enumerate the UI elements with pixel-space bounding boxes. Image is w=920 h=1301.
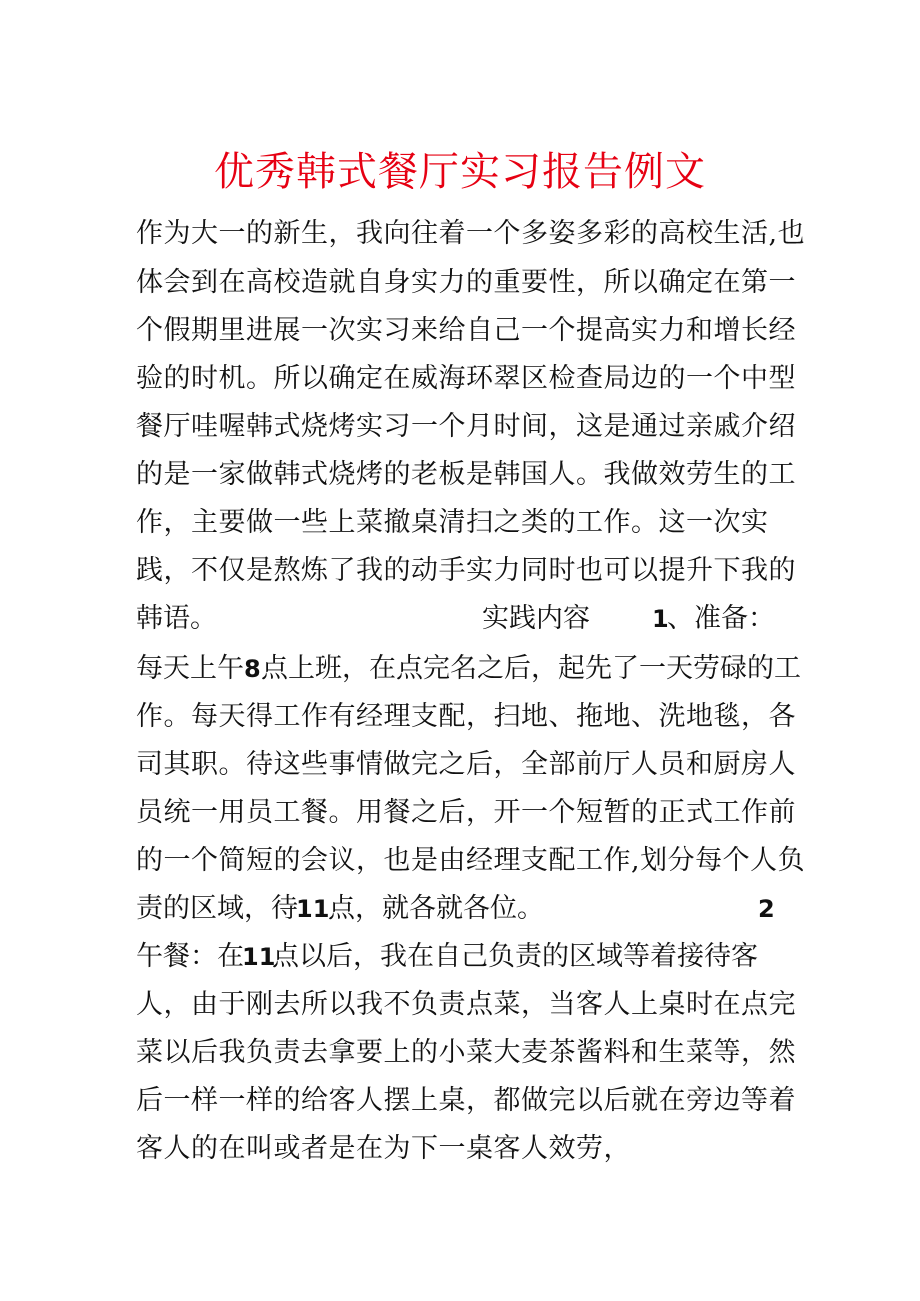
inline-number: 11 [242,943,276,971]
paragraph-line: 的一个简短的会议，也是由经理支配工作,划分每个人负 [136,845,806,876]
paragraph-line: 后一样一样的给客人摆上桌，都做完以后就在旁边等着 [136,1085,796,1116]
inline-number: 11 [296,895,330,923]
paragraph-line: 司其职。待这些事情做完之后，全部前厅人员和厨房人 [136,749,796,780]
paragraph-line: 菜以后我负责去拿要上的小菜大麦茶酱料和生菜等，然 [136,1037,796,1068]
paragraph-line-rest: 点以后，我在自己负责的区域等着接待客 [272,941,758,972]
paragraph-line: 体会到在高校造就自身实力的重要性，所以确定在第一 [136,267,796,298]
paragraph-line: 践，不仅是熬炼了我的动手实力同时也可以提升下我的 [136,555,796,586]
section-number: 1 [652,605,669,633]
paragraph-line: 作为大一的新生，我向往着一个多姿多彩的高校生活,也 [136,218,806,249]
section-label: 、准备： [667,603,775,634]
paragraph-line: 员统一用员工餐。用餐之后，开一个短暂的正式工作前 [136,797,796,828]
paragraph-line-start: 责的区域，待 [136,893,298,924]
document-title: 优秀韩式餐厅实习报告例文 [214,149,706,195]
inline-number: 8 [244,655,261,683]
section-number: 2 [758,895,775,923]
paragraph-line: 餐厅哇喔韩式烧烤实习一个月时间，这是通过亲戚介绍 [136,411,796,442]
paragraph-line: 客人的在叫或者是在为下一桌客人效劳， [136,1133,631,1164]
paragraph-line: 人，由于刚去所以我不负责点菜，当客人上桌时在点完 [136,989,796,1020]
paragraph-line: 个假期里进展一次实习来给自己一个提高实力和增长经 [136,315,796,346]
paragraph-line-start: 午餐：在 [136,941,244,972]
paragraph-end: 韩语。 [136,603,217,634]
paragraph-line-rest: 点，就各就各位。 [328,893,544,924]
paragraph-line: 作。每天得工作有经理支配，扫地、拖地、洗地毯，各 [136,701,796,732]
paragraph-line: 作，主要做一些上菜撤桌清扫之类的工作。这一次实 [136,507,769,538]
section-heading: 实践内容 [482,603,590,634]
paragraph-line-start: 每天上午 [136,653,244,684]
paragraph-line: 验的时机。所以确定在威海环翠区检查局边的一个中型 [136,363,796,394]
paragraph-line-rest: 点上班，在点完名之后，起先了一天劳碌的工 [261,653,801,684]
paragraph-line: 的是一家做韩式烧烤的老板是韩国人。我做效劳生的工 [136,459,796,490]
